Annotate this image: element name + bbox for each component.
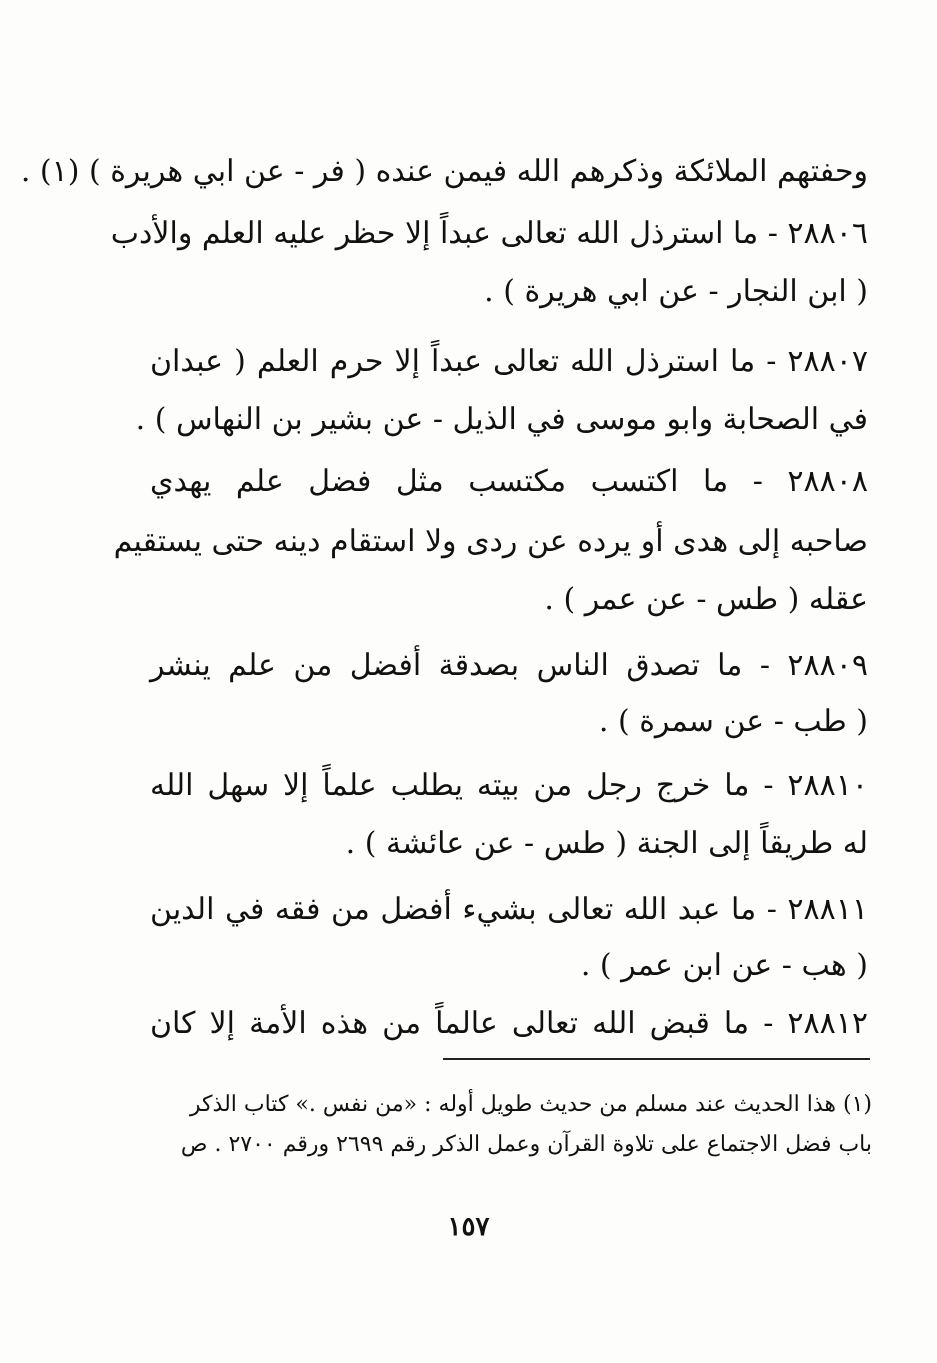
hadith-28807: ٢٨٨٠٧ - ما استرذل الله تعالى عبداً إلا حرم العلم ( عبدان [150,344,868,379]
hadith-28811: ٢٨٨١١ - ما عبد الله تعالى بشيء أفضل من فقه في الدين [150,892,868,927]
footnote-divider [443,1058,870,1060]
text-line: عقله ( طس - عن عمر ) . [544,582,868,617]
page-number: ١٥٧ [447,1212,490,1242]
text-line: له طريقاً إلى الجنة ( طس - عن عائشة ) . [345,826,868,861]
hadith-28812: ٢٨٨١٢ - ما قبض الله تعالى عالماً من هذه الأمة إلا كان [150,1006,868,1041]
text-line: ( ابن النجار - عن ابي هريرة ) . [484,274,868,309]
text-line: في الصحابة وابو موسى في الذيل - عن بشير بن النهاس ) . [135,402,868,437]
hadith-28806: ٢٨٨٠٦ - ما استرذل الله تعالى عبداً إلا حظر عليه العلم والأدب [110,216,868,251]
hadith-28808: ٢٨٨٠٨ - ما اكتسب مكتسب مثل فضل علم يهدي [150,464,868,499]
hadith-28809: ٢٨٨٠٩ - ما تصدق الناس بصدقة أفضل من علم ينشر [150,648,868,683]
text-line: ( طب - عن سمرة ) . [598,704,868,739]
main-text [20,0,868,1050]
footnote-line: باب فضل الاجتماع على تلاوة القرآن وعمل الذكر رقم ٢٦٩٩ ورقم ٢٧٠٠ . ص [180,1132,872,1157]
hadith-28810: ٢٨٨١٠ - ما خرج رجل من بيته يطلب علماً إلا سهل الله [150,768,868,803]
text-line: وحفتهم الملائكة وذكرهم الله فيمن عنده ( فر - عن ابي هريرة ) (١) . [20,154,868,189]
footnote-line: (١) هذا الحديث عند مسلم من حديث طويل أوله : «من نفس .» كتاب الذكر [189,1092,872,1117]
text-line: صاحبه إلى هدى أو يرده عن ردى ولا استقام دينه حتى يستقيم [113,524,868,559]
text-line: ( هب - عن ابن عمر ) . [580,948,868,983]
